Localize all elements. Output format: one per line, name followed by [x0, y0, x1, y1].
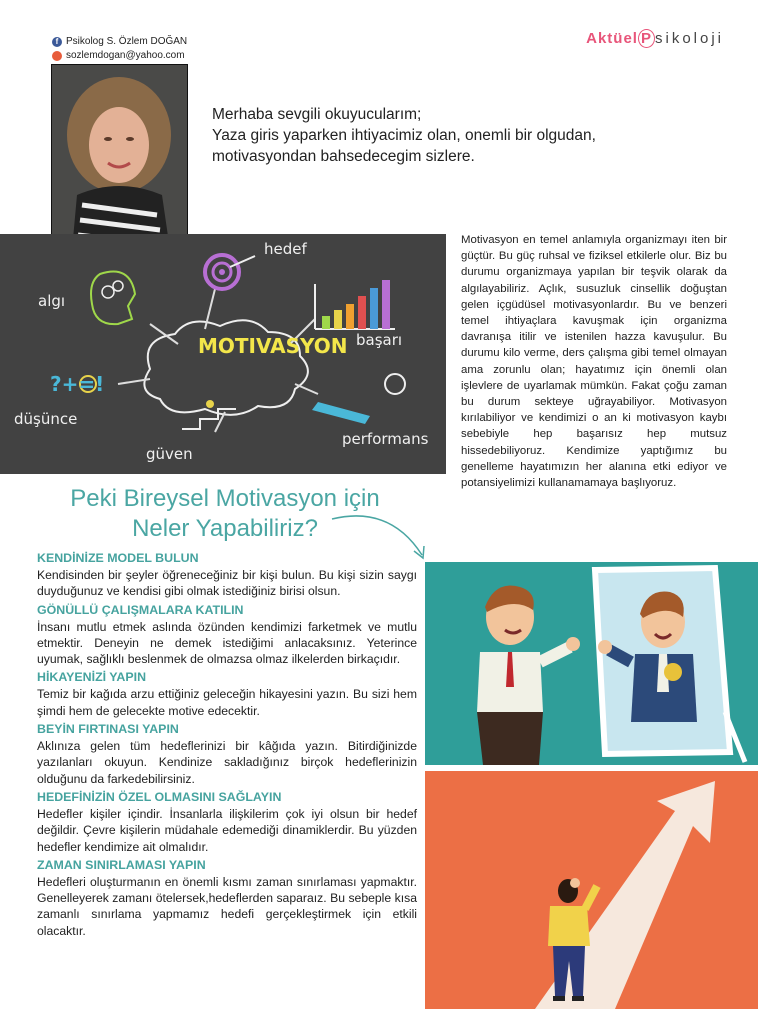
- author-facebook-name: Psikolog S. Özlem DOĞAN: [66, 36, 188, 47]
- tip-heading: BEYİN FIRTINASI YAPIN: [37, 722, 179, 737]
- tip-text: Aklınıza gelen tüm hedeflerinizi bir kâğıda yazın. Bitirdiğinizde yazılanları okuyun. Kendinize sakladığınız birçok hedeflerinizin olduğunu da farkedebilirsiniz.: [37, 739, 417, 786]
- facebook-icon: f: [52, 37, 62, 47]
- author-email[interactable]: [52, 50, 185, 61]
- author-facebook[interactable]: [52, 36, 187, 47]
- board-label-guven: güven: [146, 445, 193, 463]
- board-label-basari: başarı: [356, 331, 403, 349]
- tip-text: Hedefler kişiler içindir. İnsanlarla ilişkilerim çok iyi olsun bir hedef değildir. Çevre kişilerin müdahale edemediği dinamiklerdir. Bu yüzden hedefler kendimize ait olmalıdır.: [37, 806, 417, 854]
- tip-item: [37, 721, 417, 787]
- intro-line: motivasyondan bahsedecegim sizlere.: [212, 148, 475, 165]
- board-label-algi: algı: [38, 292, 66, 310]
- author-email-address: sozlemdogan@yahoo.com: [66, 50, 185, 61]
- tip-item: [37, 602, 417, 668]
- portrait-illustration: [52, 65, 187, 250]
- motivation-chalkboard: [0, 234, 446, 474]
- tip-heading: HEDEFİNİZİN ÖZEL OLMASINI SAĞLAYIN: [37, 789, 282, 804]
- section-title-line1: Peki Bireysel Motivasyon için: [70, 485, 380, 512]
- mirror-illustration: [425, 562, 758, 765]
- brand-logo: Aktüel P sikoloji: [586, 30, 724, 47]
- tip-heading: KENDİNİZE MODEL BULUN: [37, 551, 199, 565]
- tip-text: Temiz bir kağıda arzu ettiğiniz geleceğin hikayesini yazın. Bu sizi hem şimdi hem de gelecekte motive edecektir.: [37, 687, 417, 718]
- article-body: Motivasyon en temel anlamıyla organizmayı iten bir güçtür. Bu güç ruhsal ve fiziksel etkilerle olur. Biz bu durumu organizmaya yapılan bir teşvik olarak da algılayabiliriz. Açlık, susuzluk cinsellik doğuştan gelen içgüdüsel motivasyonlardır. Bu ve benzeri temel ihtiyaçlara kavuşmak için organizma davranışa itilir ve istenilen hazza kavuşulur. Bu durumu kilo verme, ders çalışma gibi temel olmayan ama zorunlu olan; hayatımız için önemli olan işlevlere de uyarlamak mümkün. Fakat çoğu zaman bu durum sekteye uğrayabiliyor. Motivasyon kırılabiliyor ve kendimizi o an ki motivasyon kaybı sebebiyle hep başarısız hep mutsuz hissedebiliyoruz. Kendimize yaptığımız bu genelleme hayatımızın her alanına etki ediyor ve potansiyelimizi kullanamamaya başlıyoruz.: [461, 234, 727, 490]
- board-center-label: MOTIVASYON: [198, 334, 348, 358]
- intro-text: [212, 104, 682, 167]
- board-label-performans: performans: [342, 430, 429, 448]
- upward-arrow-drawing: [425, 771, 758, 1009]
- tip-text: İnsanı mutlu etmek aslında özünden kendimizi farketmek ve mutlu etmektir. Deneyin ne demek istediğimi anlacaksınız. Yeterince uyumak, sağlıklı beslenmek de olmazsa olmaz ilkelerden birkaçıdır.: [37, 619, 417, 667]
- tip-item: [37, 550, 417, 600]
- board-label-hedef: hedef: [264, 240, 307, 258]
- tip-text: Hedefleri oluşturmanın en önemli kısmı zaman sınırlaması yapmaktır. Genelleyerek zamanı ötelersek,hedeflerden saparaız. Bu sebeple kısa zamanlı sınırlama yapmamız hedefi gerçekleştirmek için etkili olacaktır.: [37, 874, 417, 938]
- mirror-man-drawing: [425, 562, 758, 765]
- tip-heading: ZAMAN SINIRLAMASI YAPIN: [37, 857, 206, 872]
- board-label-dusunce: düşünce: [14, 410, 78, 428]
- intro-line: Yaza giris yaparken ihtiyacimiz olan, onemli bir olgudan,: [212, 127, 596, 144]
- board-symbols: ?+=!: [50, 372, 105, 396]
- tip-heading: GÖNÜLLÜ ÇALIŞMALARA KATILIN: [37, 602, 244, 617]
- tip-item: [37, 669, 417, 719]
- author-photo: [51, 64, 188, 251]
- tip-text: Kendisinden bir şeyler öğreneceğiniz bir kişi bulun. Bu kişi sizin saygı duyduğunuz ve kendisi gibi olmak istediğiniz birisi olsun.: [37, 568, 417, 599]
- tip-item: [37, 789, 417, 855]
- tip-heading: HİKAYENİZİ YAPIN: [37, 670, 147, 685]
- tips-list: [37, 550, 417, 941]
- tip-item: [37, 857, 417, 939]
- arrow-illustration: [425, 771, 758, 1009]
- intro-line: Merhaba sevgili okuyucularım;: [212, 106, 422, 123]
- section-title-line2: Neler Yapabiliriz?: [132, 515, 318, 542]
- mail-icon: [52, 51, 62, 61]
